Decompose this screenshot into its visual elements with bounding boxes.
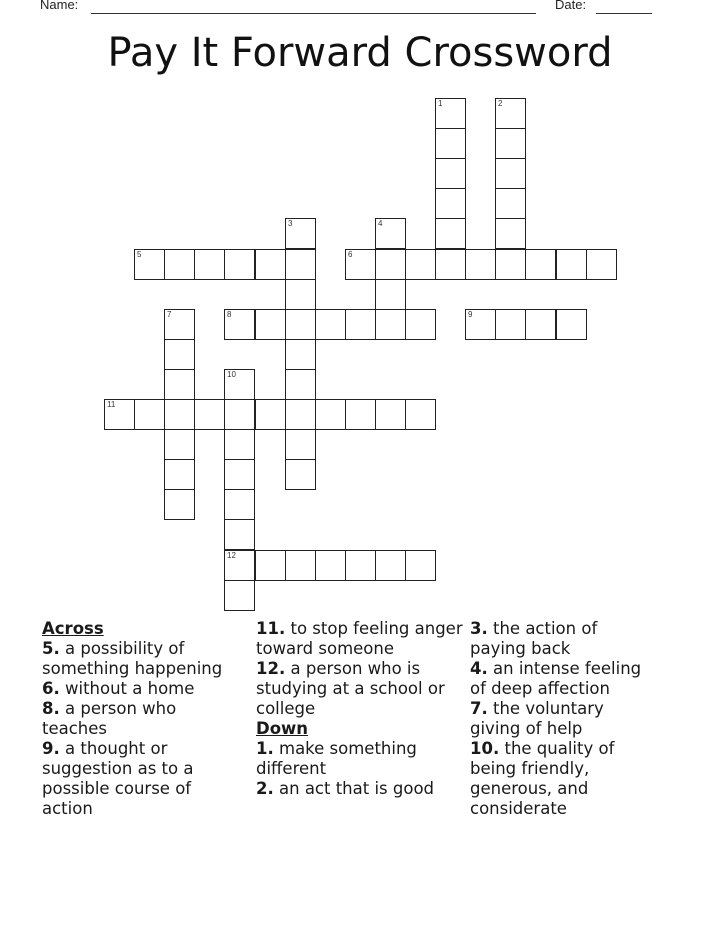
clue-number: 7 — [167, 310, 172, 319]
date-label: Date: — [555, 0, 587, 12]
crossword-cell[interactable] — [375, 550, 406, 581]
crossword-cell[interactable] — [495, 158, 526, 189]
crossword-cell[interactable] — [345, 309, 376, 340]
crossword-cell[interactable] — [224, 399, 255, 430]
crossword-cell[interactable] — [375, 309, 406, 340]
crossword-cell[interactable] — [556, 309, 587, 340]
clue-number: 2 — [498, 99, 503, 108]
name-label: Name: — [40, 0, 79, 12]
crossword-cell[interactable] — [345, 550, 376, 581]
crossword-cell[interactable] — [435, 158, 466, 189]
crossword-cell[interactable] — [315, 550, 346, 581]
crossword-cell[interactable] — [285, 459, 316, 490]
crossword-cell[interactable] — [194, 249, 225, 280]
crossword-cell[interactable] — [285, 218, 316, 249]
crossword-cell[interactable] — [556, 249, 587, 280]
crossword-cell[interactable] — [224, 519, 255, 550]
crossword-cell[interactable] — [194, 399, 225, 430]
clue-number: 10 — [227, 370, 236, 379]
clue-number: 4 — [378, 219, 383, 228]
crossword-cell[interactable] — [375, 279, 406, 310]
clue-number: 3 — [288, 219, 293, 228]
crossword-cell[interactable] — [164, 489, 195, 520]
crossword-cell[interactable] — [525, 249, 556, 280]
crossword-cell[interactable] — [134, 249, 165, 280]
crossword-cell[interactable] — [224, 309, 255, 340]
crossword-cell[interactable] — [405, 249, 436, 280]
crossword-cell[interactable] — [224, 550, 255, 581]
down-clue: 4. an intense feeling of deep affection — [470, 659, 642, 698]
clue-number: 11 — [107, 400, 116, 409]
crossword-cell[interactable] — [164, 429, 195, 460]
crossword-cell[interactable] — [315, 399, 346, 430]
page-title: Pay It Forward Crossword — [107, 30, 613, 76]
down-clue: 1. make something different — [256, 739, 417, 778]
crossword-cell[interactable] — [465, 249, 496, 280]
clue-number: 9 — [468, 310, 473, 319]
crossword-cell[interactable] — [255, 399, 286, 430]
crossword-cell[interactable] — [375, 399, 406, 430]
crossword-cell[interactable] — [586, 249, 617, 280]
crossword-cell[interactable] — [435, 249, 466, 280]
crossword-cell[interactable] — [285, 309, 316, 340]
crossword-cell[interactable] — [164, 399, 195, 430]
down-clue: 10. the quality of being friendly, generous, and considerate — [470, 739, 615, 818]
crossword-cell[interactable] — [495, 128, 526, 159]
crossword-cell[interactable] — [104, 399, 135, 430]
clue-number: 5 — [137, 250, 142, 259]
down-heading: Down — [256, 719, 309, 738]
crossword-cell[interactable] — [495, 218, 526, 249]
across-clue: 6. without a home — [42, 679, 195, 698]
crossword-cell[interactable] — [224, 369, 255, 400]
crossword-cell[interactable] — [164, 249, 195, 280]
across-clue: 5. a possibility of something happening — [42, 639, 223, 678]
clue-number: 8 — [227, 310, 232, 319]
date-line[interactable] — [596, 13, 652, 14]
crossword-cell[interactable] — [405, 399, 436, 430]
crossword-cell[interactable] — [285, 339, 316, 370]
clue-number: 6 — [348, 250, 353, 259]
crossword-cell[interactable] — [285, 429, 316, 460]
crossword-cell[interactable] — [224, 580, 255, 611]
crossword-cell[interactable] — [495, 249, 526, 280]
clue-number: 1 — [438, 99, 443, 108]
across-clue: 8. a person who teaches — [42, 699, 177, 738]
crossword-cell[interactable] — [134, 399, 165, 430]
across-clue: 9. a thought or suggestion as to a possible course of action — [42, 739, 194, 818]
crossword-cell[interactable] — [525, 309, 556, 340]
crossword-cell[interactable] — [495, 188, 526, 219]
clues-section — [0, 619, 720, 919]
down-clue: 3. the action of paying back — [470, 619, 598, 658]
crossword-cell[interactable] — [285, 399, 316, 430]
crossword-cell[interactable] — [405, 309, 436, 340]
crossword-cell[interactable] — [315, 309, 346, 340]
crossword-cell[interactable] — [465, 309, 496, 340]
across-heading: Across — [42, 619, 104, 638]
clues-column-1 — [42, 619, 242, 819]
clues-column-3 — [470, 619, 655, 819]
clues-column-2 — [256, 619, 464, 799]
down-clue: 2. an act that is good — [256, 779, 435, 798]
crossword-cell[interactable] — [224, 489, 255, 520]
crossword-cell[interactable] — [255, 309, 286, 340]
crossword-cell[interactable] — [435, 218, 466, 249]
crossword-cell[interactable] — [435, 98, 466, 129]
crossword-cell[interactable] — [435, 188, 466, 219]
name-line[interactable] — [91, 13, 536, 14]
across-clue: 11. to stop feeling anger toward someone — [256, 619, 463, 658]
crossword-cell[interactable] — [345, 249, 376, 280]
crossword-cell[interactable] — [285, 279, 316, 310]
crossword-cell[interactable] — [435, 128, 466, 159]
crossword-cell[interactable] — [224, 249, 255, 280]
crossword-cell[interactable] — [164, 309, 195, 340]
down-clue: 7. the voluntary giving of help — [470, 699, 604, 738]
crossword-cell[interactable] — [405, 550, 436, 581]
crossword-cell[interactable] — [375, 218, 406, 249]
crossword-cell[interactable] — [255, 249, 286, 280]
crossword-cell[interactable] — [255, 550, 286, 581]
crossword-cell[interactable] — [285, 369, 316, 400]
crossword-cell[interactable] — [495, 309, 526, 340]
clue-number: 12 — [227, 551, 236, 560]
crossword-cell[interactable] — [164, 339, 195, 370]
crossword-cell[interactable] — [345, 399, 376, 430]
crossword-cell[interactable] — [224, 429, 255, 460]
crossword-cell[interactable] — [495, 98, 526, 129]
crossword-cell[interactable] — [285, 249, 316, 280]
across-clue: 12. a person who is studying at a school or college — [256, 659, 445, 718]
crossword-cell[interactable] — [224, 459, 255, 490]
crossword-cell[interactable] — [375, 249, 406, 280]
crossword-cell[interactable] — [285, 550, 316, 581]
crossword-cell[interactable] — [164, 369, 195, 400]
crossword-cell[interactable] — [164, 459, 195, 490]
